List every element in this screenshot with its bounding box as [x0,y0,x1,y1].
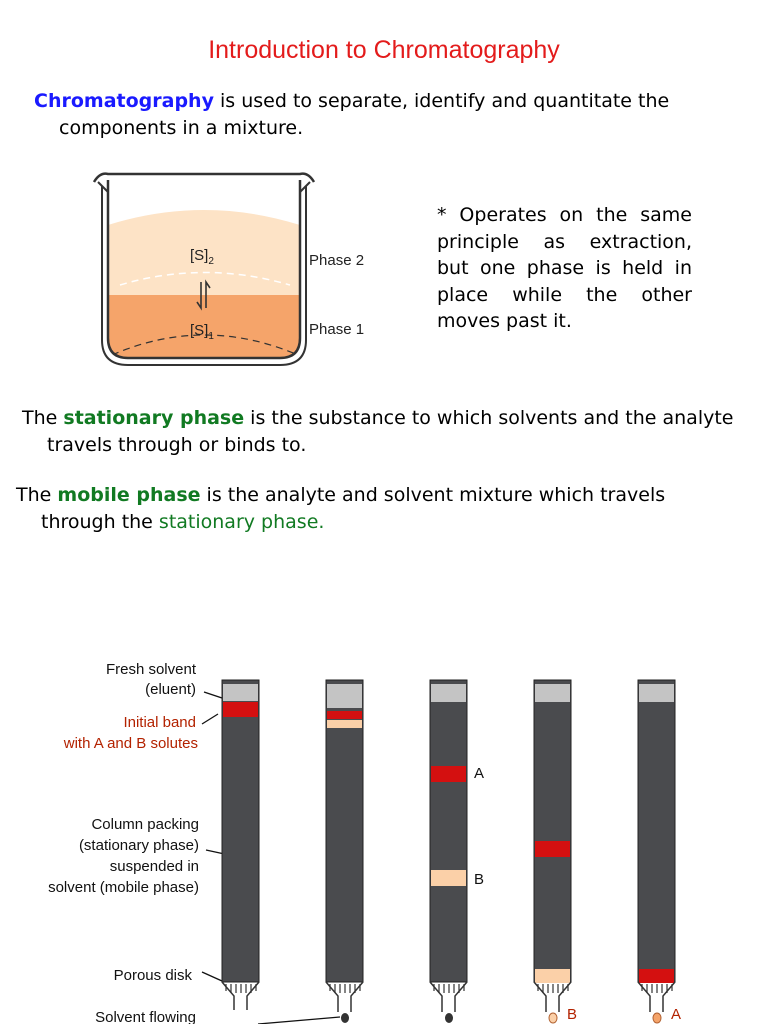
chromatography-term: Chromatography [34,90,214,112]
label-initial-band: Initial band [123,714,196,731]
label-fresh-solvent: Fresh solvent [105,661,196,678]
stationary-text: is the substance to which solvents and the analyte travels through or binds to. [47,407,734,456]
column-3 [430,680,467,1023]
column-5 [638,680,675,1023]
drop-a-label: A [671,1006,682,1023]
drop-b-label: B [567,1006,578,1023]
mobile-tail: stationary phase. [158,511,325,533]
intro-text: is used to separate, identify and quantitate the components in a mixture. [59,90,670,139]
initial-band [223,702,258,717]
mobile-text: is the analyte and solvent mixture which travels through the [41,484,666,533]
phase2-label: Phase 2 [309,252,365,269]
extraction-note: * Operates on the same principle as extraction, but one phase is held in place while the other moves past it. [437,204,692,332]
s2-label: $[S]_2$ [190,247,214,267]
label-eluent: (eluent) [145,681,196,698]
label-porous-disk: Porous disk [113,967,192,984]
column-2 [326,680,363,1023]
band-b-label: B [474,871,485,888]
page-title: Introduction to Chromatography [208,36,560,64]
phase1-label: Phase 1 [309,321,365,338]
label-with-solutes: with A and B solutes [63,735,198,752]
beaker-diagram [90,160,390,385]
band-a-label: A [474,765,485,782]
label-column-packing: Column packing [91,816,199,833]
stationary-prefix: The [22,407,64,429]
mobile-term: mobile phase [57,484,201,506]
band-a [431,766,466,782]
solvent-drop [341,1013,349,1023]
label-stationary-phase: (stationary phase) [78,837,199,854]
label-suspended-in: suspended in [109,858,199,875]
column-diagram [0,650,768,1024]
mobile-prefix: The [16,484,58,506]
stationary-term: stationary phase [63,407,245,429]
column-4 [534,680,571,1023]
band-b [431,870,466,886]
mobile-paragraph [16,482,741,536]
s1-label: $[S]_1$ [190,322,214,342]
intro-paragraph [34,88,749,142]
label-solvent-mobile: solvent (mobile phase) [48,879,199,896]
beaker-outline [94,174,314,182]
label-solvent-flowing: Solvent flowing [95,1009,196,1024]
stationary-paragraph [22,405,747,459]
column-1 [222,680,259,1010]
